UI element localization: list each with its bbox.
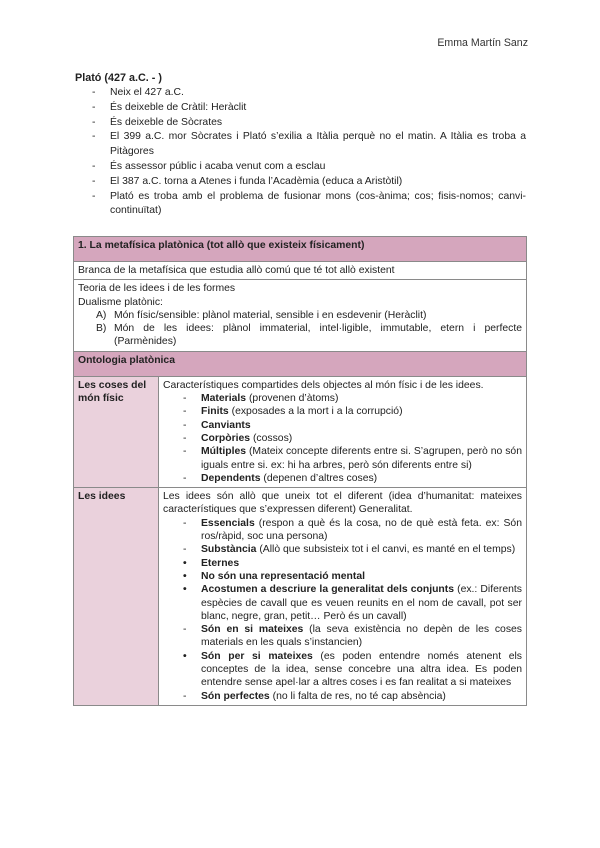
item-key: A)	[96, 309, 107, 321]
list-item: - És assessor públic i acaba venut com a esclau	[90, 160, 526, 175]
list-item: - Són perfectes (no li falta de res, no té cap absència)	[183, 690, 522, 703]
ontology-heading: Ontologia platònica	[74, 351, 527, 376]
list-item: - Són en si mateixes (la seva existència no depèn de les coses materials en les quals s’instancien)	[183, 623, 522, 650]
item-key: B)	[96, 323, 107, 335]
list-item: - És deixeble de Sòcrates	[90, 116, 526, 131]
list-item: - Dependents (depenen d’altres coses)	[183, 472, 522, 485]
ideas-intro: Les idees són allò que uneix tot el diferent (idea d’humanitat: mateixes característiques que s’expressen diferent) Generalitat.	[163, 491, 522, 516]
list-item: - Corpòries (cossos)	[183, 432, 522, 445]
physical-things-label: Les coses del món físic	[74, 376, 159, 487]
theory-title: Teoria de les idees i de les formes	[78, 283, 236, 295]
item-text: Món físic/sensible: plànol material, sensible i en esdevenir (Heràclit)	[114, 309, 427, 321]
list-item: - Essencials (respon a què és la cosa, no de què està feta. ex: Són ros/ràpid, soc una persona)	[183, 517, 522, 544]
list-item: - És deixeble de Cràtil: Heràclit	[90, 101, 526, 116]
metaphysics-table	[73, 236, 527, 706]
item-text: Món de les idees: plànol immaterial, intel·ligible, immutable, etern i perfecte (Parmènides)	[114, 323, 522, 348]
physical-things-cell	[159, 376, 527, 487]
world-item-b	[78, 322, 522, 349]
ideas-traits-list	[163, 517, 522, 703]
ideas-label: Les idees	[74, 488, 159, 706]
physical-traits-list	[163, 392, 522, 485]
list-item: - Canviants	[183, 419, 522, 432]
ideas-cell	[159, 488, 527, 706]
list-item: - Substància (Allò que subsisteix tot i el canvi, es manté en el temps)	[183, 543, 522, 556]
list-item: - Plató es troba amb el problema de fusionar mons (cos-ànima; cos; fisis-nomos; canvi-continuïtat)	[90, 190, 526, 220]
list-item: • No són una representació mental	[183, 570, 522, 583]
list-item: • Eternes	[183, 557, 522, 570]
section-title: Plató (427 a.C. - )	[75, 72, 162, 84]
list-item: - Múltiples (Mateix concepte diferents entre si. S’agrupen, però no són iguals entre si. ex: hi ha arbres, però són diferents entre si)	[183, 445, 522, 472]
list-item: - Neix el 427 a.C.	[90, 86, 526, 101]
metaphysics-definition: Branca de la metafísica que estudia allò comú que té tot allò existent	[74, 262, 527, 280]
list-item: • Són per si mateixes (es poden entendre només atenent els conceptes de la idea, sense concebre una altra idea. Es poden entendre sense apel·lar a altres coses i es fan realitat a si mateixes	[183, 650, 522, 690]
list-item: - El 399 a.C. mor Sòcrates i Plató s’exilia a Itàlia perquè no el matin. A Itàlia es troba a Pitàgores	[90, 130, 526, 160]
list-item: • Acostumen a descriure la generalitat dels conjunts (ex.: Diferents espècies de cavall que es veuen reunits en el nom de cavall, pot ser blanc, negre, gran, petit… Però és un cavall)	[183, 583, 522, 623]
biography-list	[90, 86, 526, 219]
theory-cell	[74, 280, 527, 351]
dualism-label: Dualisme platònic:	[78, 296, 163, 308]
metaphysics-heading: 1. La metafísica platònica (tot allò que existeix físicament)	[74, 237, 527, 262]
author-name: Emma Martín Sanz	[437, 37, 528, 49]
list-item: - Finits (exposades a la mort i a la corrupció)	[183, 405, 522, 418]
physical-intro: Característiques compartides dels objectes al món físic i de les idees.	[163, 379, 484, 391]
list-item: - El 387 a.C. torna a Atenes i funda l’Acadèmia (educa a Aristòtil)	[90, 175, 526, 190]
world-item-a	[78, 309, 522, 322]
list-item: - Materials (provenen d’àtoms)	[183, 392, 522, 405]
